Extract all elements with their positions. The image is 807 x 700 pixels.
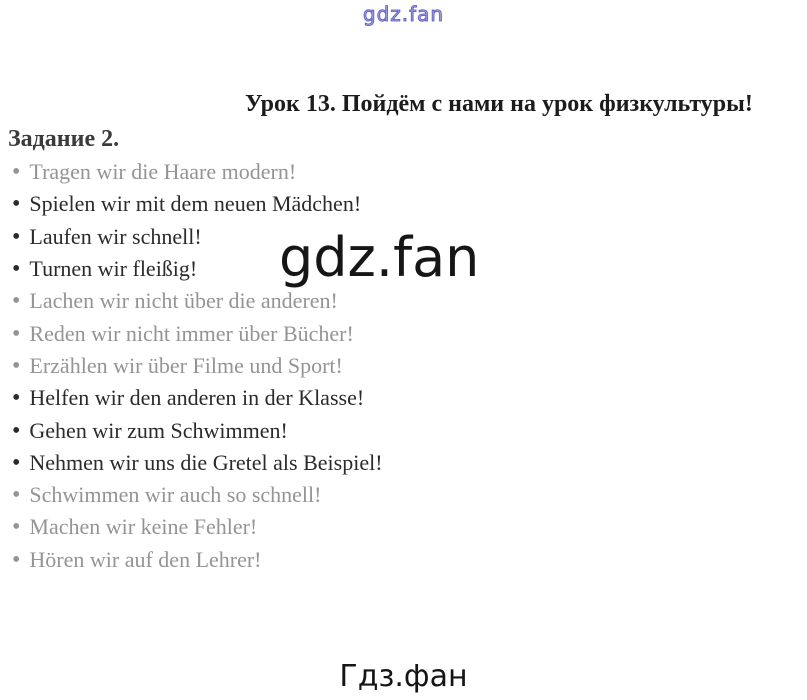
bullet-icon: • [12, 449, 21, 476]
watermark-center: gdz.fan [279, 226, 480, 289]
bullet-icon: • [12, 417, 21, 444]
list-item [10, 511, 383, 543]
list-item-text: Erzählen wir über Filme und Sport! [29, 352, 343, 378]
lesson-title: Урок 13. Пойдём с нами на урок физкультуры! [245, 91, 753, 117]
list-item [10, 188, 383, 220]
list-item-text: Nehmen wir uns die Gretel als Beispiel! [29, 449, 383, 475]
list-item [10, 544, 383, 576]
bullet-icon: • [12, 223, 21, 250]
list-item-text: Helfen wir den anderen in der Klasse! [29, 385, 365, 411]
list-item [10, 479, 383, 511]
list-item [10, 350, 383, 382]
list-item [10, 156, 383, 188]
bullet-icon: • [12, 514, 21, 541]
list-item [10, 447, 383, 479]
list-item-text: Spielen wir mit dem neuen Mädchen! [29, 191, 362, 217]
list-item-text: Laufen wir schnell! [29, 223, 202, 249]
list-item-text: Reden wir nicht immer über Bücher! [29, 320, 354, 346]
bullet-icon: • [12, 320, 21, 347]
footer-brand: Гдз.фан [339, 659, 468, 694]
bullet-icon: • [12, 159, 21, 186]
list-item-text: Turnen wir fleißig! [29, 256, 198, 282]
list-item-text: Machen wir keine Fehler! [29, 514, 258, 540]
watermark-top: gdz.fan [362, 2, 445, 26]
list-item-text: Hören wir auf den Lehrer! [29, 546, 262, 572]
list-item-text: Lachen wir nicht über die anderen! [29, 288, 338, 314]
list-item-text: Schwimmen wir auch so schnell! [29, 482, 322, 508]
bullet-icon: • [12, 191, 21, 218]
list-item-text: Gehen wir zum Schwimmen! [29, 417, 288, 443]
bullet-icon: • [12, 352, 21, 379]
bullet-icon: • [12, 385, 21, 412]
list-item-text: Tragen wir die Haare modern! [29, 159, 297, 185]
list-item [10, 414, 383, 446]
bullet-icon: • [12, 546, 21, 573]
task-label: Задание 2. [8, 126, 120, 152]
bullet-icon: • [12, 288, 21, 315]
list-item [10, 382, 383, 414]
bullet-icon: • [12, 482, 21, 509]
exercise-list [10, 156, 383, 576]
list-item [10, 285, 383, 317]
bullet-icon: • [12, 256, 21, 283]
list-item [10, 317, 383, 349]
